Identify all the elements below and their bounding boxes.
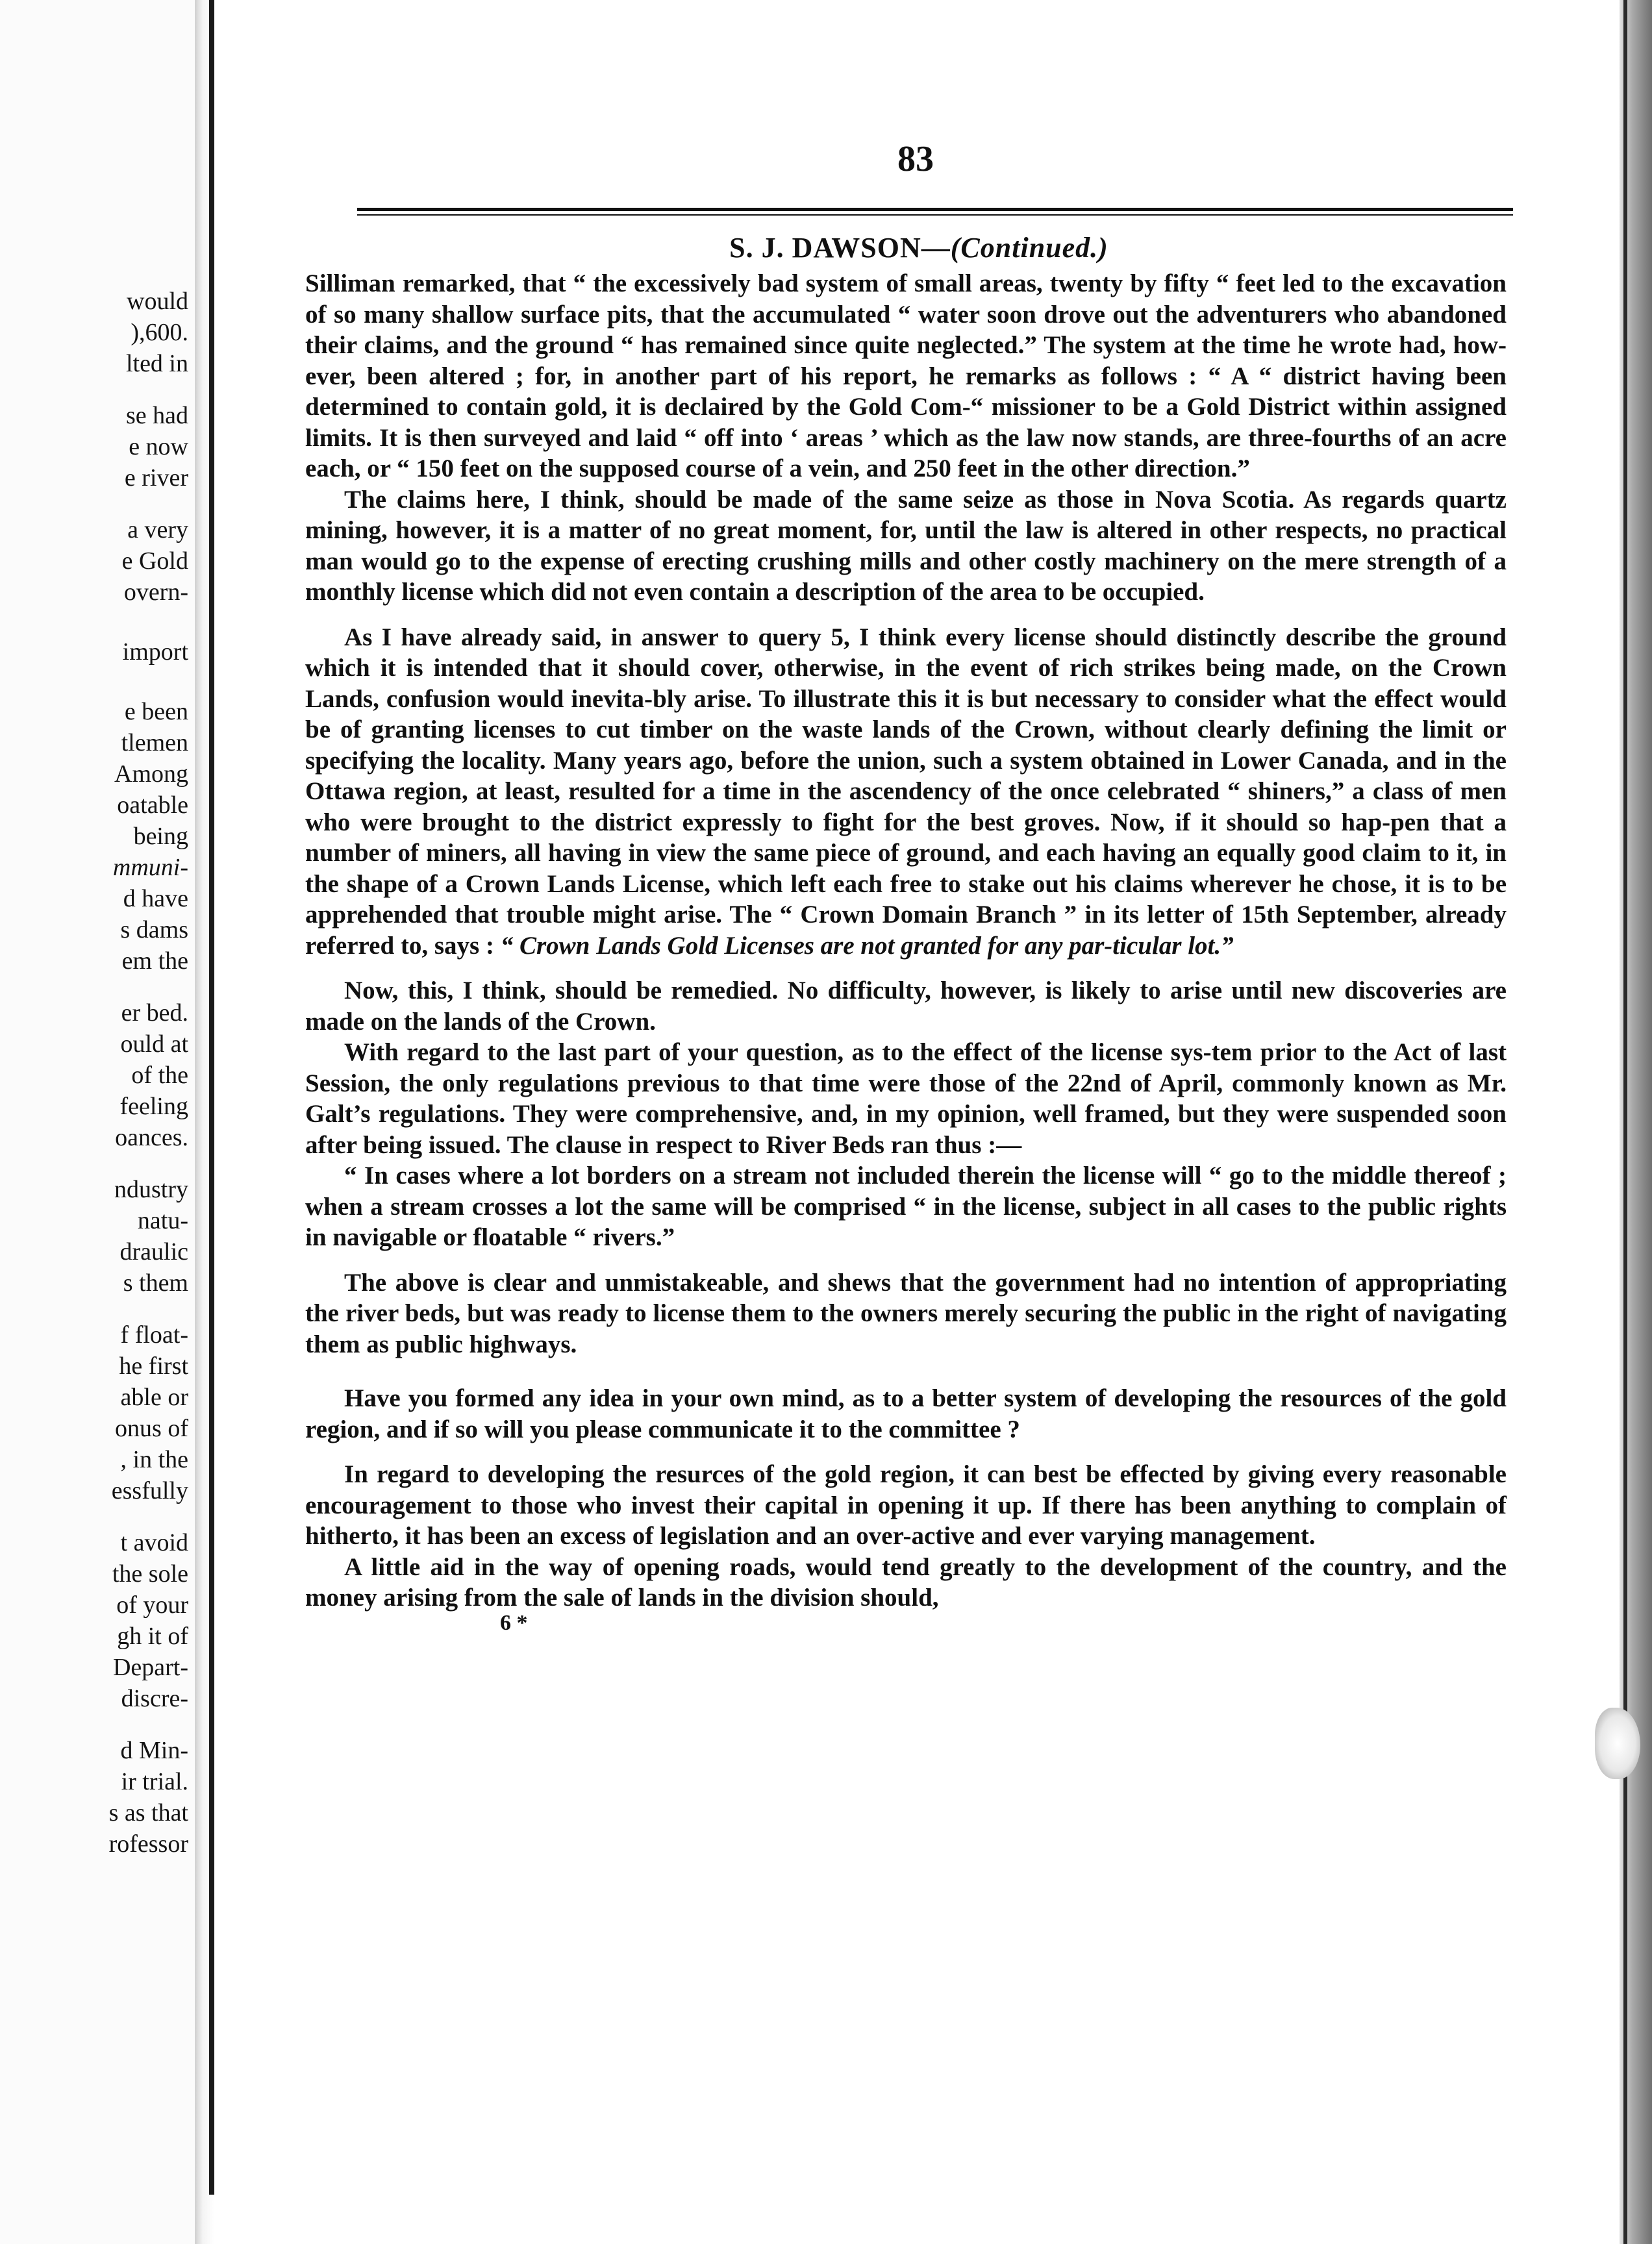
left-page-line: t avoid xyxy=(120,1529,188,1556)
left-page-line: import xyxy=(122,638,188,666)
gutter-line xyxy=(209,0,214,2195)
left-page-line: em the xyxy=(121,947,188,975)
paragraph-license-describe xyxy=(305,622,1507,962)
page-number: 83 xyxy=(897,139,934,179)
left-page-line: he first xyxy=(119,1353,188,1380)
paragraph-developing: In regard to developing the resurces of the gold region, it can best be effected by giving every reasonable encouragement to those who invest their capital in opening it up. If there has been anything to complain of hitherto, it has been an excess of legislation and an over-active and ever varying management. xyxy=(305,1460,1507,1550)
paragraph-regulations: With regard to the last part of your question, as to the effect of the license sys-tem prior to the Act of last Session, the only regulations previous to that time were those of the 22nd of April, commonly known as Mr. Galt’s regulations. They were comprehensive, and, in my opinion, well framed, but they were suspended soon after being issued. The clause in respect to River Beds ran thus :— xyxy=(305,1038,1507,1159)
left-page-line: s them xyxy=(123,1269,188,1297)
left-page-line: of the xyxy=(131,1062,188,1089)
paragraph-claims: The claims here, I think, should be made of the same seize as those in Nova Scotia. As regards quartz mining, however, it is a matter of no great moment, for, until the law is altered in other respects, no practical man would go to the expense of erecting crushing mills and other costly machinery on the mere strength of a monthly license which did not even contain a description of the area to be occupied. xyxy=(305,485,1507,606)
left-page-line: ndustry xyxy=(114,1176,188,1203)
paragraph-river-beds-quote: “ In cases where a lot borders on a stream not included therein the license will “ go to the middle thereof ; when a stream crosses a lot the same will be comprised “ in the license, subject in all cases to the public rights in navigable or floatable “ rivers.” xyxy=(305,1162,1507,1251)
left-page-line: se had xyxy=(125,402,188,429)
left-page-line: essfully xyxy=(111,1477,188,1504)
left-page-line: rofessor xyxy=(108,1830,188,1858)
left-page-line: oances. xyxy=(115,1124,188,1151)
section-heading xyxy=(331,231,1507,264)
left-page-line: e river xyxy=(124,464,188,492)
left-page-line: natu- xyxy=(137,1207,188,1234)
paragraph-license-text: As I have already said, in answer to query 5, I think every license should distinctly describe the ground which it is intended that it should cover, otherwise, in the event of rich strikes being made, on the Crown Lands, confusion would inevita-bly arise. To illustrate this it is but necessary to consider what the effect would be of granting licenses to cut timber on the waste lands of the Crown, without clearly defining the limit or specifying the locality. Many years ago, before the union, such a system obtained in Lower Canada, and in the Ottawa region, at least, resulted for a time in the ascendency of the once celebrated “ shiners,” a class of men who were brought to the district expressly to fight for the best groves. Now, if it should so hap-pen that a number of miners, all having in view the same piece of ground, and each having an equally good claim to it, in the shape of a Crown Lands License, which left each free to stake out his claims wherever he chose, it is to be apprehended that trouble might arise. The “ Crown Domain Branch ” in its letter of 15th September, already referred to, says : xyxy=(305,623,1507,960)
left-page-line: would xyxy=(127,288,188,315)
left-page-line: ),600. xyxy=(131,319,188,346)
left-page-line: e now xyxy=(129,433,188,460)
header-rule-thick xyxy=(357,208,1513,211)
left-page-line: of your xyxy=(116,1591,188,1619)
left-page-line: discre- xyxy=(121,1685,188,1712)
header-rule-thin xyxy=(357,214,1513,216)
paragraph-silliman: Silliman remarked, that “ the excessively bad system of small areas, twenty by fifty “ feet led to the excavation of so many shallow surface pits, that the accumulated “ water soon drove out the adventurers who abandoned their claims, and the ground “ has remained since quite neglected.” The system at the time he wrote had, how-ever, been altered ; for, in another part of his report, he remarks as follows : “ A “ district having been determined to contain gold, it is declaired by the Gold Com-“ missioner to be a Gold District within assigned limits. It is then surveyed and laid “ off into ‘ areas ’ which as the law now stands, are three-fourths of an acre each, or “ 150 feet on the supposed course of a vein, and 250 feet in the other direction.” xyxy=(305,269,1507,482)
left-page-line: overn- xyxy=(123,579,188,606)
left-page-line: feeling xyxy=(119,1093,188,1120)
left-page-line: a very xyxy=(127,516,188,543)
signature-mark: 6 * xyxy=(500,1610,528,1635)
right-edge-line xyxy=(1623,0,1627,2244)
left-page-line: e been xyxy=(124,698,188,725)
torn-paper-mark xyxy=(1595,1708,1640,1779)
left-page-line: draulic xyxy=(119,1238,188,1265)
left-page-line: being xyxy=(133,823,188,850)
left-page-line: lted in xyxy=(125,350,188,377)
paragraph-remedied: Now, this, I think, should be remedied. No difficulty, however, is likely to arise until new discoveries are made on the lands of the Crown. xyxy=(305,977,1507,1036)
left-page-line: the sole xyxy=(112,1560,188,1588)
paragraph-roads: A little aid in the way of opening roads, would tend greatly to the development of the country, and the money arising from the sale of lands in the division should, xyxy=(305,1552,1507,1612)
left-page-line: Among xyxy=(114,760,188,788)
left-page-line: f float- xyxy=(120,1321,188,1349)
left-page-line: d Min- xyxy=(120,1737,188,1764)
left-page-line: onus of xyxy=(115,1415,188,1442)
left-page-line: ould at xyxy=(120,1030,188,1058)
left-page-line: er bed. xyxy=(121,999,188,1027)
left-page-line: oatable xyxy=(117,792,188,819)
left-page-line: e Gold xyxy=(121,547,188,575)
main-page xyxy=(305,130,1507,1636)
left-page-line: d have xyxy=(123,885,188,912)
left-page-line: gh it of xyxy=(117,1623,188,1650)
paragraph-license-quote: “ Crown Lands Gold Licenses are not granted for any par-ticular lot.” xyxy=(500,931,1234,960)
paragraph-unmistakeable: The above is clear and unmistakeable, and shews that the government had no intention of appropriating the river beds, but was ready to license them to the owners merely securing the public in the right of navigating them as public highways. xyxy=(305,1268,1507,1358)
left-page-line: Depart- xyxy=(112,1654,188,1681)
left-page-text xyxy=(0,286,188,1860)
left-page-line: mmuni- xyxy=(112,854,188,881)
left-page-line: s as that xyxy=(108,1799,188,1826)
committee-question: Have you formed any idea in your own mind, as to a better system of developing the resources of the gold region, and if so will you please communicate it to the committee ? xyxy=(305,1384,1507,1443)
left-page-line: tlemen xyxy=(121,729,188,756)
heading-continued: (Continued.) xyxy=(950,232,1108,264)
left-page-line: , in the xyxy=(120,1446,188,1473)
left-page-line: ir trial. xyxy=(121,1768,188,1795)
left-page-line: s dams xyxy=(120,916,188,943)
left-page-line: able or xyxy=(120,1384,188,1411)
heading-name: S. J. DAWSON— xyxy=(729,232,951,264)
left-facing-page xyxy=(0,0,195,2244)
